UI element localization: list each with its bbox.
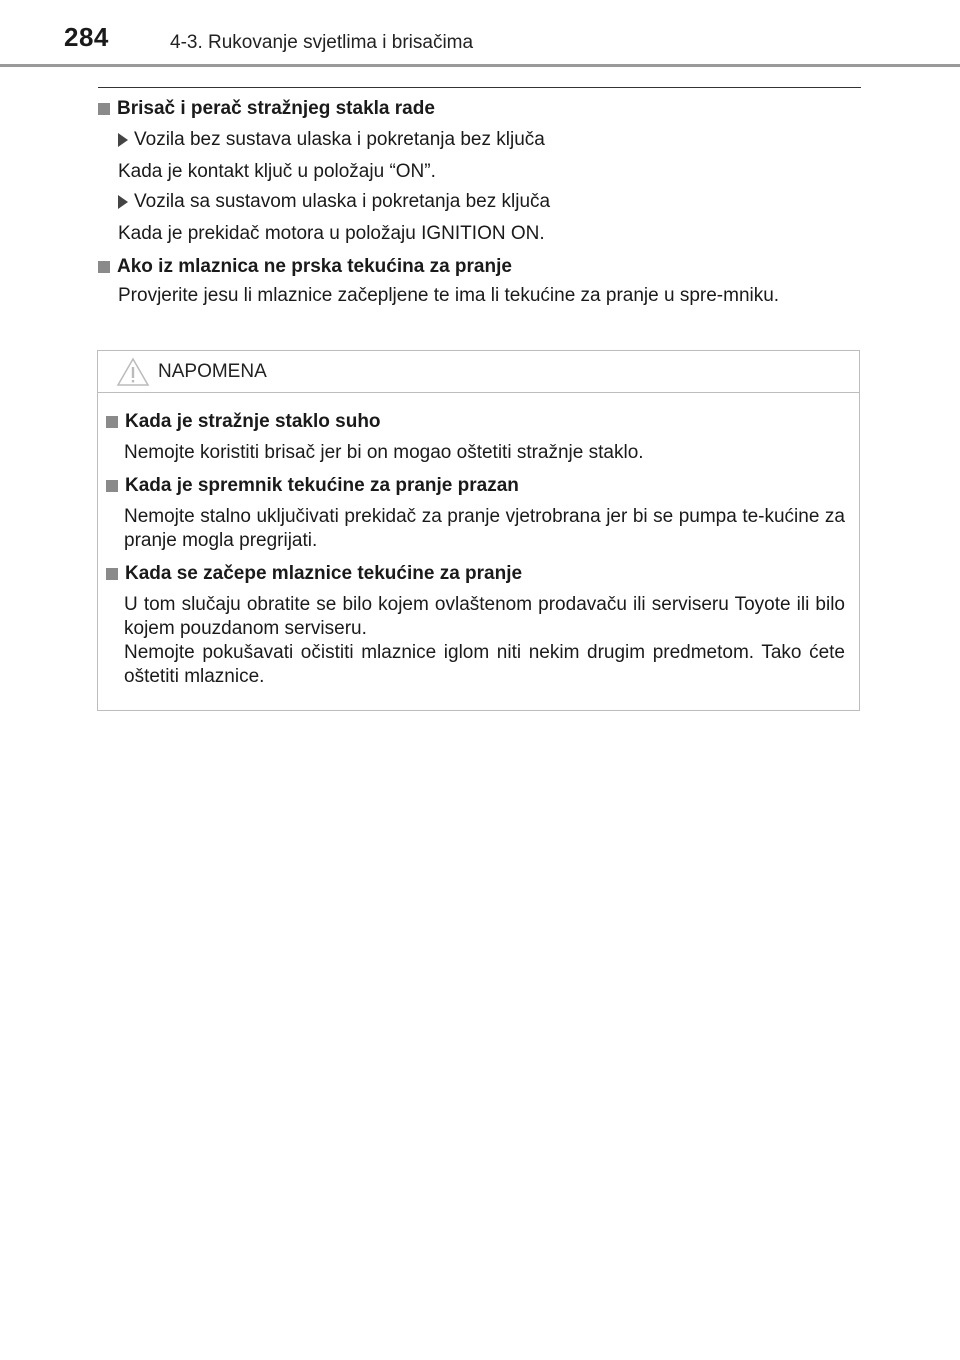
variant-label-text: Vozila sa sustavom ulaska i pokretanja bez ključa [134, 191, 551, 212]
paragraph: Kada je prekidač motora u položaju IGNITION ON. [118, 223, 545, 244]
heading-text: Kada se začepe mlaznice tekućine za pranje [125, 563, 523, 584]
content-rule [98, 87, 861, 88]
square-bullet-icon [106, 416, 118, 428]
heading-text: Kada je spremnik tekućine za pranje prazan [125, 475, 519, 496]
paragraph: Nemojte koristiti brisač jer bi on mogao oštetiti stražnje staklo. [124, 442, 644, 463]
page-header [0, 0, 960, 70]
page-number: 284 [64, 22, 109, 52]
square-bullet-icon [98, 103, 110, 115]
paragraph: U tom slučaju obratite se bilo kojem ovlaštenom prodavaču ili serviseru Toyote ili bilo kojem pouzdanom serviseru. [124, 594, 845, 639]
notice-body [98, 393, 859, 689]
variant-label-text: Vozila bez sustava ulaska i pokretanja bez ključa [134, 129, 545, 150]
square-bullet-icon [106, 480, 118, 492]
notice-label: NAPOMENA [158, 360, 267, 382]
square-bullet-icon [98, 261, 110, 273]
section-heading [98, 254, 861, 280]
paragraph: Provjerite jesu li mlaznice začepljene te ima li tekućine za pranje u spre-mniku. [118, 285, 780, 306]
paragraph: Kada je kontakt ključ u položaju “ON”. [118, 161, 436, 182]
header-rule [0, 64, 960, 67]
heading-text: Ako iz mlaznica ne prska tekućina za pranje [117, 256, 512, 277]
paragraph: Nemojte stalno uključivati prekidač za pranje vjetrobrana jer bi se pumpa te-kućine za pranje mogla pregrijati. [124, 506, 845, 551]
section-title: 4-3. Rukovanje svjetlima i brisačima [170, 32, 474, 53]
heading-text: Kada je stražnje staklo suho [125, 411, 381, 432]
heading-text: Brisač i perač stražnjeg stakla rade [117, 98, 435, 119]
notice-box [97, 350, 860, 711]
notice-item-heading [106, 561, 845, 587]
notice-item-heading [106, 473, 845, 499]
main-content [98, 94, 861, 308]
warning-triangle-icon [116, 357, 150, 387]
paragraph: Nemojte pokušavati očistiti mlaznice iglom niti nekim drugim predmetom. Tako ćete oštetiti mlaznice. [124, 642, 845, 687]
notice-item-heading [106, 409, 845, 435]
triangle-bullet-icon [118, 133, 128, 147]
variant-label [118, 127, 861, 153]
section-heading [98, 96, 861, 122]
square-bullet-icon [106, 568, 118, 580]
notice-header [98, 351, 859, 393]
variant-label [118, 189, 861, 215]
triangle-bullet-icon [118, 195, 128, 209]
